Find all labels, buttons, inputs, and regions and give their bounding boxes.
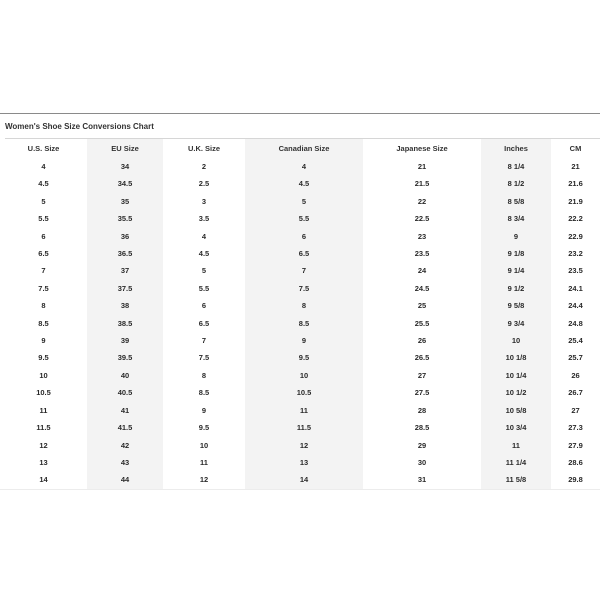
cell-cm: 23.2 [568,249,583,259]
cell-uk-size: 6.5 [198,318,210,328]
table-row [0,280,600,297]
cell-japanese-size: 27 [417,370,427,380]
cell-eu-size: 44 [87,471,163,489]
cell-inches: 9 3/4 [481,315,551,332]
cell-japanese-size: 28 [417,405,427,415]
cell-eu-size: 39.5 [87,349,163,366]
cell-inches: 11 5/8 [481,471,551,489]
cell-eu-size: 38.5 [87,315,163,332]
cell-japanese-size: 24.5 [414,283,430,293]
cell-us-size: 14 [0,471,87,489]
cell-canadian-size: 7.5 [245,280,363,297]
cell-canadian-size: 9.5 [245,349,363,366]
cell-japanese-size: 24 [417,266,427,276]
cell-us-size: 7.5 [38,283,49,293]
cell-uk-size: 8 [201,370,207,380]
cell-canadian-size: 10 [245,367,363,384]
cell-inches: 11 [481,437,551,454]
table-row [0,402,600,419]
cell-us-size: 9 [41,336,46,346]
cell-uk-size: 2 [201,162,207,171]
column-header-canadian-size: Canadian Size [245,139,363,158]
cell-us-size: 12 [39,440,48,450]
size-table [0,139,600,490]
cell-eu-size: 34 [87,158,163,175]
cell-canadian-size: 5 [245,193,363,210]
cell-canadian-size: 13 [245,454,363,471]
cell-us-size: 8.5 [38,318,49,328]
cell-cm: 23.5 [568,266,583,276]
table-row [0,228,600,245]
cell-us-size: 11 [39,405,48,415]
cell-canadian-size: 12 [245,437,363,454]
cell-inches: 8 1/4 [481,158,551,175]
cell-cm: 25.7 [568,353,583,363]
cell-cm: 22.2 [568,214,583,224]
cell-canadian-size: 9 [245,332,363,349]
cell-eu-size: 35.5 [87,210,163,227]
cell-inches: 10 1/8 [481,349,551,366]
cell-uk-size: 3.5 [198,214,210,224]
cell-us-size: 11.5 [36,423,51,433]
table-row [0,419,600,436]
cell-cm: 27 [571,405,580,415]
cell-canadian-size: 11.5 [245,419,363,436]
cell-eu-size: 41 [87,402,163,419]
cell-inches: 9 [481,228,551,245]
cell-eu-size: 40.5 [87,384,163,401]
cell-us-size: 4 [41,162,46,171]
cell-uk-size: 6 [201,301,207,311]
cell-uk-size: 12 [163,471,245,489]
cell-uk-size: 9.5 [198,423,210,433]
cell-canadian-size: 7 [245,262,363,279]
cell-cm: 27.9 [568,440,583,450]
cell-uk-size: 7 [201,336,207,346]
cell-canadian-size: 8.5 [245,315,363,332]
table-row [0,349,600,366]
cell-uk-size: 5 [201,266,207,276]
cell-eu-size: 39 [87,332,163,349]
cell-japanese-size: 21.5 [414,179,430,189]
cell-japanese-size: 31 [363,471,481,489]
cell-cm: 25.4 [568,336,583,346]
cell-us-size: 4.5 [38,179,49,189]
cell-uk-size: 3 [201,196,207,206]
cell-us-size: 10.5 [36,388,51,398]
cell-inches: 10 [481,332,551,349]
table-row [0,297,600,314]
cell-inches: 10 1/4 [481,367,551,384]
cell-cm: 28.6 [568,457,583,467]
column-header-us-size: U.S. Size [27,144,60,153]
cell-cm: 27.3 [568,423,583,433]
cell-cm: 24.8 [568,318,583,328]
cell-eu-size: 41.5 [87,419,163,436]
cell-uk-size: 5.5 [198,283,210,293]
cell-japanese-size: 22.5 [414,214,430,224]
cell-inches: 10 5/8 [481,402,551,419]
table-row [0,245,600,262]
cell-eu-size: 34.5 [87,175,163,192]
column-header-japanese-size: Japanese Size [396,144,448,153]
cell-eu-size: 36.5 [87,245,163,262]
table-row [0,158,600,175]
cell-inches: 8 1/2 [481,175,551,192]
table-body [0,158,600,489]
table-row [0,471,600,489]
cell-japanese-size: 30 [417,457,427,467]
cell-uk-size: 11 [200,457,208,467]
column-header-uk-size: U.K. Size [187,144,221,153]
cell-cm: 29.8 [551,471,600,489]
table-row [0,193,600,210]
column-header-inches: Inches [481,139,551,158]
cell-japanese-size: 25.5 [414,318,430,328]
table-row [0,175,600,192]
cell-japanese-size: 26 [417,336,427,346]
cell-inches: 9 5/8 [481,297,551,314]
cell-us-size: 6.5 [38,249,49,259]
cell-us-size: 10 [39,370,48,380]
cell-uk-size: 4 [201,231,207,241]
cell-cm: 21.9 [568,196,583,206]
table-row [0,384,600,401]
cell-japanese-size: 29 [417,440,427,450]
cell-canadian-size: 11 [245,402,363,419]
cell-canadian-size: 10.5 [245,384,363,401]
table-row [0,454,600,471]
table-row [0,367,600,384]
cell-inches: 9 1/2 [481,280,551,297]
cell-us-size: 5.5 [38,214,49,224]
table-row [0,210,600,227]
column-header-cm: CM [569,144,582,153]
cell-japanese-size: 25 [417,301,427,311]
cell-japanese-size: 26.5 [414,353,430,363]
cell-japanese-size: 22 [417,196,427,206]
cell-inches: 10 1/2 [481,384,551,401]
cell-inches: 10 3/4 [481,419,551,436]
cell-inches: 8 5/8 [481,193,551,210]
cell-eu-size: 37.5 [87,280,163,297]
cell-cm: 24.4 [568,301,583,311]
cell-japanese-size: 28.5 [414,423,430,433]
table-row [0,262,600,279]
cell-canadian-size: 5.5 [245,210,363,227]
cell-cm: 26 [571,370,580,380]
column-header-eu-size: EU Size [87,139,163,158]
cell-cm: 21.6 [568,179,583,189]
cell-canadian-size: 8 [245,297,363,314]
cell-canadian-size: 4.5 [245,175,363,192]
cell-uk-size: 8.5 [198,388,210,398]
cell-canadian-size: 6.5 [245,245,363,262]
cell-cm: 24.1 [568,283,583,293]
cell-us-size: 13 [39,457,48,467]
cell-eu-size: 35 [87,193,163,210]
cell-inches: 9 1/8 [481,245,551,262]
table-row [0,315,600,332]
cell-japanese-size: 23.5 [414,249,430,259]
cell-us-size: 9.5 [38,353,49,363]
size-conversion-chart [0,113,600,490]
chart-title-bar [5,114,600,139]
cell-us-size: 8 [41,301,46,311]
cell-inches: 8 3/4 [481,210,551,227]
cell-uk-size: 2.5 [198,179,210,189]
cell-canadian-size: 4 [245,158,363,175]
table-row [0,332,600,349]
cell-us-size: 7 [41,266,46,276]
cell-uk-size: 10 [199,440,209,450]
cell-canadian-size: 6 [245,228,363,245]
cell-uk-size: 9 [201,405,207,415]
cell-uk-size: 4.5 [198,249,210,259]
cell-japanese-size: 23 [417,231,427,241]
cell-eu-size: 43 [87,454,163,471]
cell-inches: 9 1/4 [481,262,551,279]
cell-us-size: 5 [41,196,46,206]
cell-us-size: 6 [41,231,46,241]
cell-canadian-size: 14 [245,471,363,489]
cell-eu-size: 36 [87,228,163,245]
table-header-row [0,139,600,158]
cell-japanese-size: 21 [417,162,427,171]
cell-eu-size: 38 [87,297,163,314]
cell-cm: 22.9 [568,231,583,241]
cell-eu-size: 42 [87,437,163,454]
cell-cm: 26.7 [568,388,583,398]
table-row [0,437,600,454]
cell-inches: 11 1/4 [481,454,551,471]
cell-japanese-size: 27.5 [414,388,430,398]
cell-eu-size: 40 [87,367,163,384]
chart-title: Women's Shoe Size Conversions Chart [5,114,600,138]
cell-eu-size: 37 [87,262,163,279]
cell-uk-size: 7.5 [198,353,210,363]
cell-cm: 21 [571,162,580,171]
